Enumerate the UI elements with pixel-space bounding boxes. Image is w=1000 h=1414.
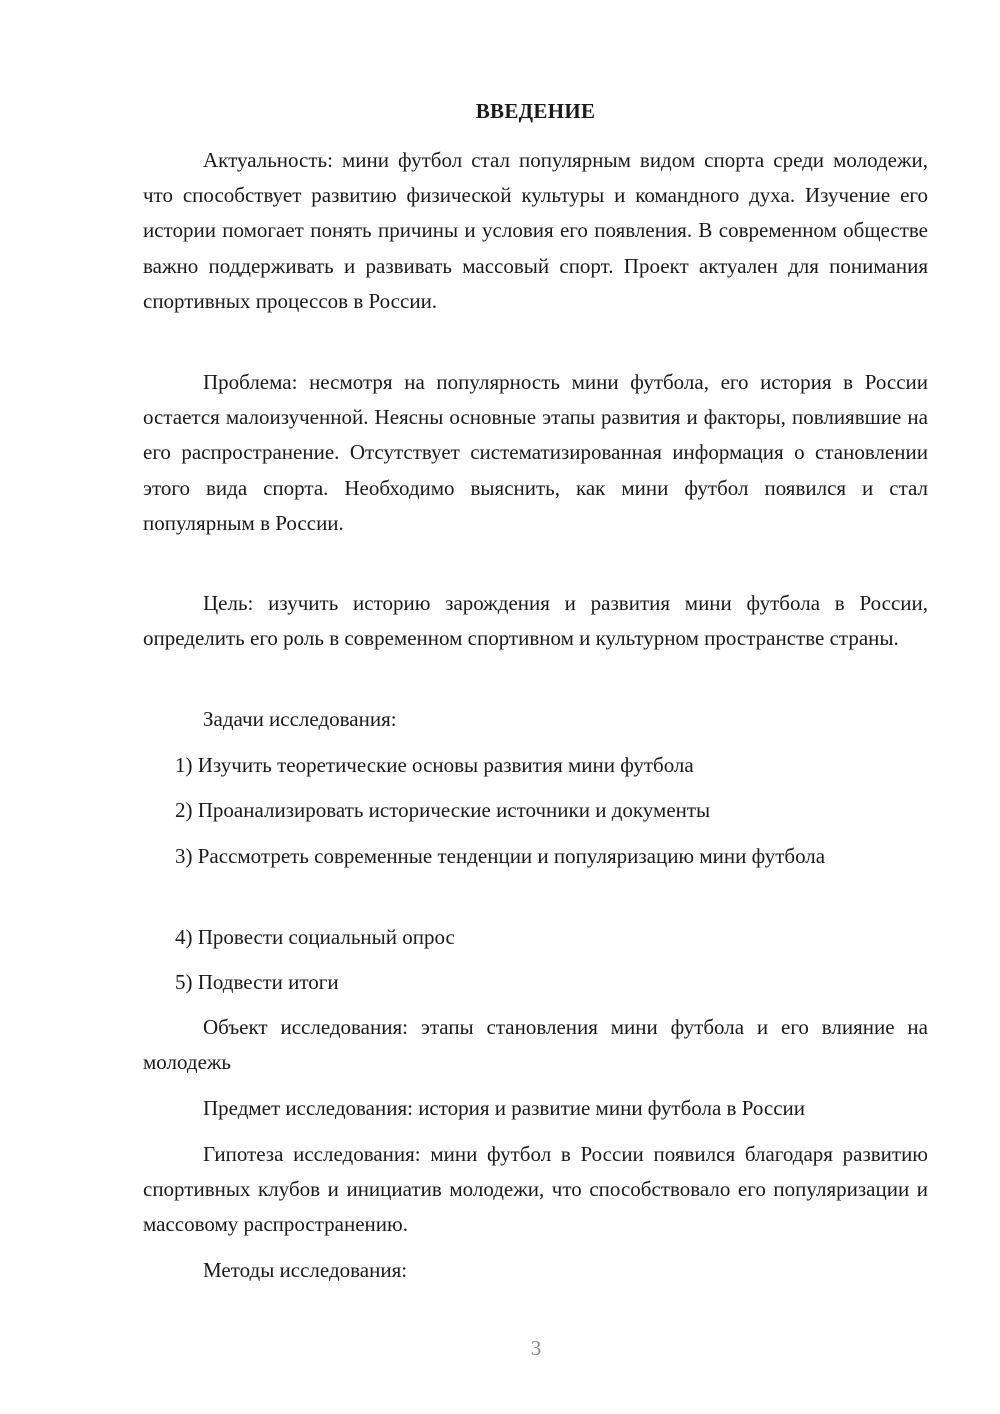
task-item: 1) Изучить теоретические основы развития мини футбола [175,753,694,777]
task-item: 2) Проанализировать исторические источники и документы [175,798,711,822]
goal-paragraph: Цель: изучить историю зарождения и развития мини футбола в России, определить его роль в современном спортивном и культурном пространстве страны. [143,591,928,651]
page-number: 3 [530,1336,542,1360]
methods-heading: Методы исследования: [203,1258,408,1282]
tasks-heading: Задачи исследования: [203,707,397,731]
relevance-paragraph: Актуальность: мини футбол стал популярным видом спорта среди молодежи, что способствует развитию физической культуры и командного духа. Изучение его истории помогает понять причины и условия его появления. В современном обществе важно поддерживать и развивать массовый спорт. Проект актуален для понимания спортивных процессов в России. [143,148,928,313]
task-item: 4) Провести социальный опрос [175,925,455,949]
subject-paragraph: Предмет исследования: история и развитие мини футбола в России [203,1096,805,1120]
page-title: ВВЕДЕНИЕ [475,99,596,123]
hypothesis-paragraph: Гипотеза исследования: мини футбол в России появился благодаря развитию спортивных клубов и инициатив молодежи, что способствовало его популяризации и массовому распространению. [143,1142,928,1237]
object-paragraph: Объект исследования: этапы становления мини футбола и его влияние на молодежь [143,1015,928,1075]
problem-paragraph: Проблема: несмотря на популярность мини футбола, его история в России остается малоизученной. Неясны основные этапы развития и факторы, повлиявшие на его распространение. Отсутствует систематизированная информация о становлении этого вида спорта. Необходимо выяснить, как мини футбол появился и стал популярным в России. [143,370,928,535]
task-item: 5) Подвести итоги [175,970,339,994]
task-item: 3) Рассмотреть современные тенденции и популяризацию мини футбола [175,844,826,868]
